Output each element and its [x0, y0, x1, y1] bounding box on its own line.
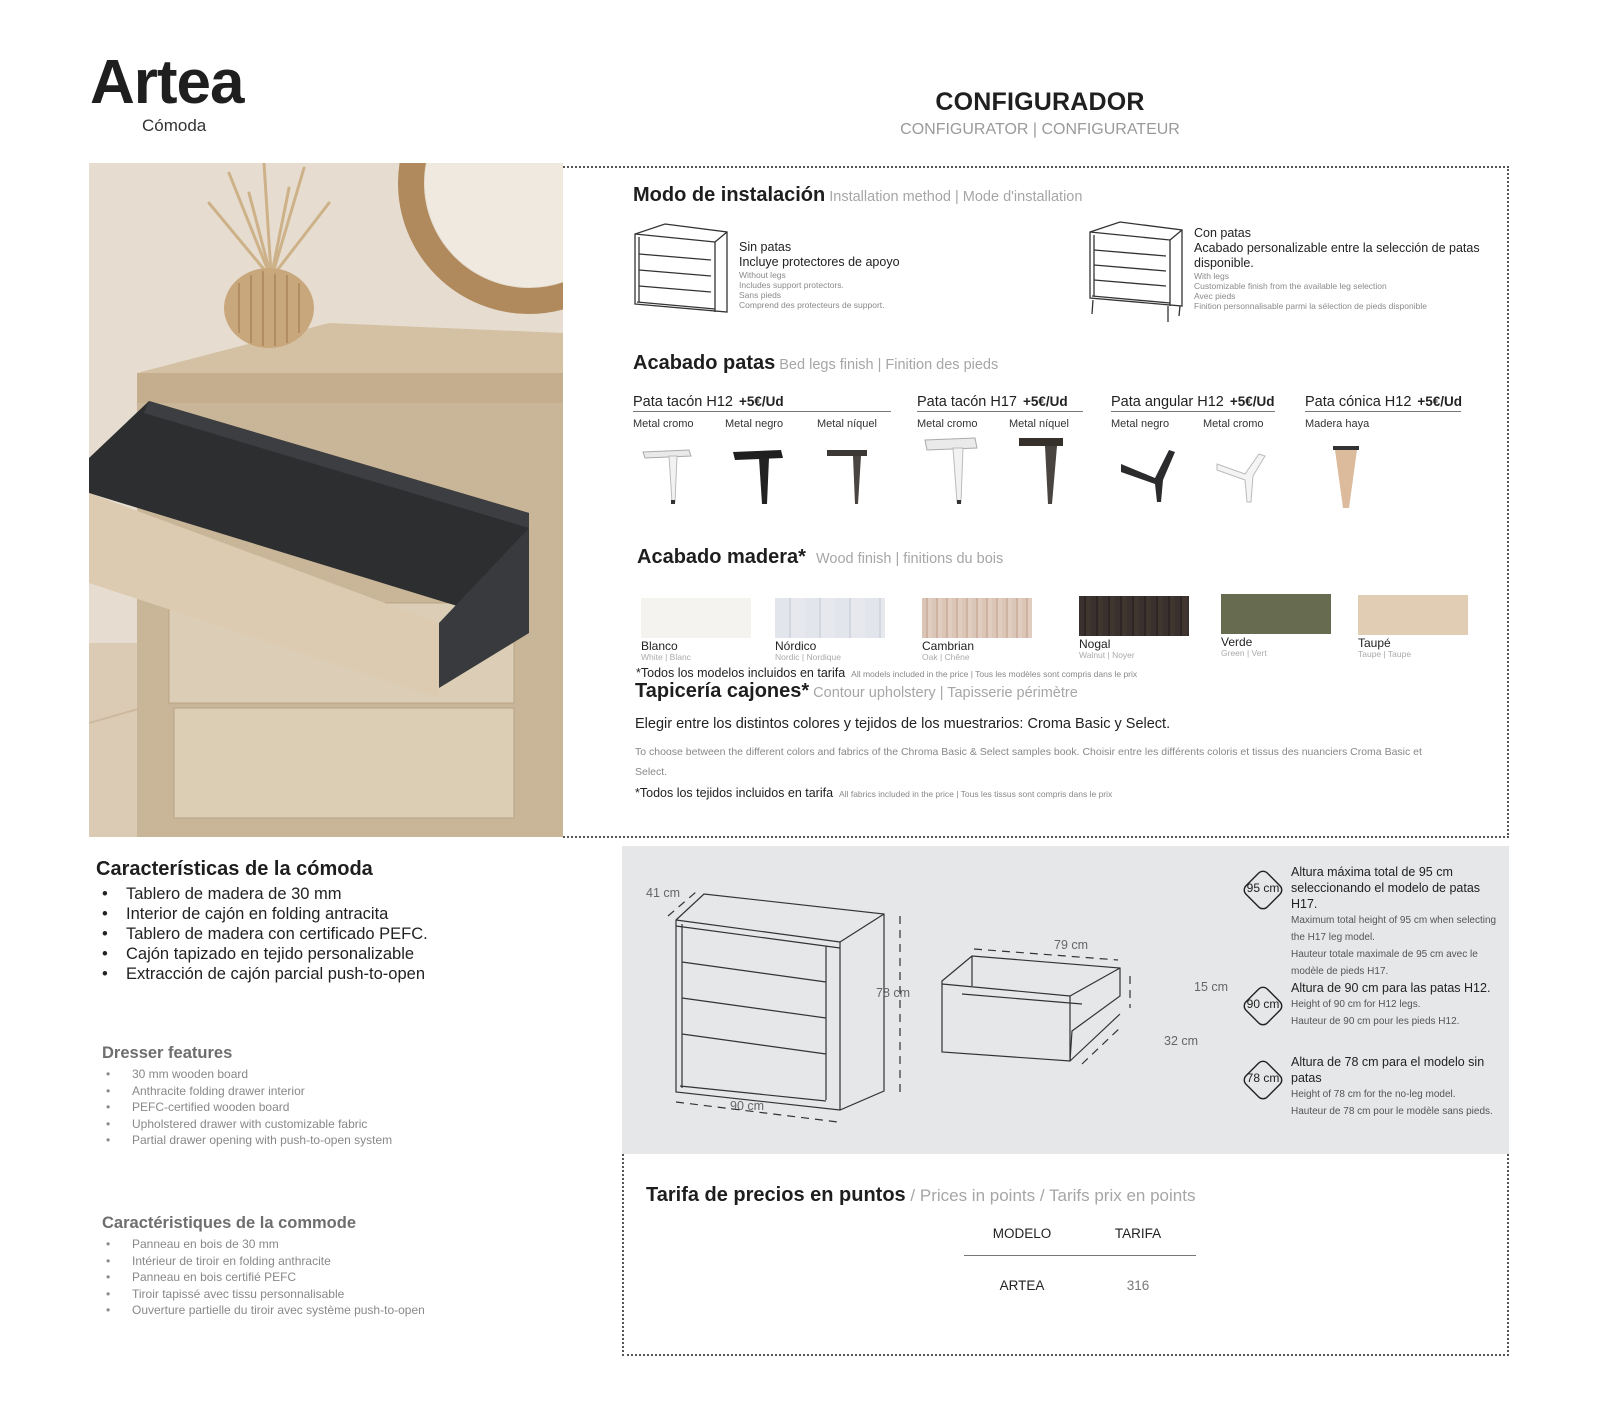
swatch-sub: White | Blanc [641, 652, 691, 662]
swatch-chip [775, 598, 885, 638]
leg-finish-label: Metal negro [1111, 418, 1170, 430]
install-option-without-legs[interactable] [633, 222, 900, 314]
height-info-es: Altura de 90 cm para las patas H12. [1291, 981, 1491, 995]
height-badge-label: 78 cm [1246, 1071, 1280, 1085]
install-option-fr-desc: Finition personnalisable parmi la sélection de pieds disponible [1194, 301, 1427, 311]
upholstery-title: Tapicería cajones* [635, 680, 810, 702]
leg-option[interactable] [633, 418, 725, 506]
height-info-78 [1237, 1054, 1502, 1120]
leg-group-conica-h12 [1305, 394, 1461, 510]
upholstery-note: *Todos los tejidos incluidos en tarifa [635, 786, 834, 800]
upholstery-desc-small: To choose between the different colors and fabrics of the Chroma Basic & Select samples book. Choisir entre les différents coloris et tissus des nuanciers Croma Basic et Select. [635, 746, 1422, 778]
dresser-with-legs-icon [1088, 220, 1184, 324]
feature-text: Tiroir tapissé avec tissu personnalisable [132, 1286, 345, 1301]
brand-title: Artea [90, 48, 244, 117]
height-info-en: Height of 78 cm for the no-leg model. [1291, 1089, 1456, 1100]
feature-item: • Ouverture partielle du tiroir avec système push-to-open [106, 1303, 425, 1317]
leg-group-tacon-h17 [917, 394, 1101, 506]
upholstery-price-note [635, 786, 1112, 800]
installation-section-title [633, 184, 1082, 207]
feature-item: • Panneau en bois de 30 mm [106, 1237, 279, 1251]
leg-group-name: Pata tacón H12 [633, 394, 733, 410]
install-option-desc: Incluye protectores de apoyo [739, 255, 900, 269]
feature-text: Panneau en bois certifié PEFC [132, 1270, 297, 1284]
feature-text: Tablero de madera con certificado PEFC. [126, 925, 428, 943]
swatch-name: Verde [1221, 635, 1253, 649]
dim-dresser-depth: 41 cm [646, 886, 681, 900]
leg-finish-label: Metal cromo [917, 418, 978, 430]
swatch-sub: Walnut | Noyer [1079, 650, 1135, 660]
swatch-sub: Taupe | Taupe [1358, 649, 1412, 659]
wood-swatch-verde[interactable] [1221, 594, 1331, 658]
swatch-name: Blanco [641, 639, 678, 653]
cell-model: ARTEA [999, 1278, 1045, 1293]
leg-finish-label: Metal cromo [1203, 418, 1264, 430]
leg-option[interactable] [725, 418, 817, 506]
dresser-no-legs-icon [633, 222, 729, 314]
height-badge-label: 95 cm [1246, 881, 1280, 895]
wood-title: Acabado madera* [637, 546, 806, 568]
leg-option[interactable] [1009, 418, 1101, 506]
features-en-title: Dresser features [102, 1044, 233, 1062]
pricing-panel [622, 1154, 1509, 1356]
height-info-fr: Hauteur de 90 cm pour les pieds H12. [1291, 1016, 1460, 1027]
brand-header [90, 48, 244, 136]
swatch-name: Nogal [1079, 637, 1111, 651]
install-option-fr-desc: Comprend des protecteurs de support. [739, 300, 885, 310]
leg-group-tacon-h12 [633, 394, 909, 506]
install-option-desc: Acabado personalizable entre la selección de patas disponible. [1194, 241, 1480, 270]
leg-option[interactable] [1203, 418, 1295, 506]
leg-group-price: +5€/Ud [738, 394, 784, 409]
wood-note: *Todos los modelos incluidos en tarifa [636, 666, 846, 680]
configurator-header [900, 88, 1180, 139]
legs-subtitle: Bed legs finish | Finition des pieds [779, 357, 999, 373]
swatch-chip [1358, 595, 1468, 635]
feature-item: • Tablero de madera de 30 mm [102, 885, 342, 903]
height-badge [1237, 864, 1289, 916]
feature-item: • PEFC-certified wooden board [106, 1100, 290, 1114]
leg-angular-chrome-icon [1209, 444, 1269, 506]
leg-black-icon [731, 444, 791, 506]
height-info-fr: Hauteur de 78 cm pour le modèle sans pieds. [1291, 1106, 1493, 1117]
swatch-chip [1221, 594, 1331, 634]
feature-text: Partial drawer opening with push-to-open system [132, 1133, 393, 1147]
height-info-es: Altura máxima total de 95 cm seleccionando el modelo de patas H17. [1291, 865, 1481, 911]
feature-item: • 30 mm wooden board [106, 1067, 249, 1081]
feature-text: Panneau en bois de 30 mm [132, 1237, 279, 1251]
leg-finish-label: Metal níquel [1009, 418, 1069, 430]
column-header-model: MODELO [964, 1226, 1080, 1256]
feature-text: Upholstered drawer with customizable fabric [132, 1116, 368, 1131]
swatch-sub: Oak | Chêne [922, 652, 970, 662]
pricing-title-es: Tarifa de precios en puntos [646, 1184, 906, 1206]
height-info-95 [1237, 864, 1502, 980]
leg-option[interactable] [917, 418, 1009, 506]
feature-text: PEFC-certified wooden board [132, 1100, 290, 1114]
leg-group-price: +5€/Ud [1417, 394, 1463, 409]
dim-drawer-depth: 32 cm [1164, 1034, 1199, 1048]
feature-item: • Anthracite folding drawer interior [106, 1083, 305, 1098]
upholstery-note-small: All fabrics included in the price | Tous les tissus sont compris dans le prix [839, 789, 1113, 799]
leg-nickel-icon [1015, 434, 1075, 506]
leg-group-header [917, 394, 1083, 412]
column-header-price: TARIFA [1080, 1226, 1196, 1256]
wood-price-note [636, 666, 1137, 680]
height-badge [1237, 980, 1289, 1032]
height-info-en: Height of 90 cm for H12 legs. [1291, 999, 1421, 1010]
configurator-panel [563, 166, 1509, 838]
feature-item: • Extracción de cajón parcial push-to-open [102, 965, 426, 983]
brand-subtitle: Cómoda [142, 116, 207, 135]
leg-group-price: +5€/Ud [1229, 394, 1275, 409]
swatch-name: Nórdico [775, 639, 817, 653]
features-en [102, 1044, 392, 1149]
dresser-photo-illustration [89, 163, 563, 837]
install-option-fr-name: Avec pieds [1194, 291, 1236, 301]
wood-swatch-blanco[interactable] [641, 598, 751, 662]
height-info-90 [1237, 980, 1502, 1032]
feature-item: • Interior de cajón en folding antracita [102, 905, 389, 923]
feature-text: Ouverture partielle du tiroir avec système push-to-open [132, 1303, 425, 1317]
swatch-name: Taupé [1358, 636, 1391, 650]
wood-section-title [637, 546, 1003, 569]
upholstery-section-title [635, 680, 1078, 703]
features-fr-title: Caractéristiques de la commode [102, 1214, 357, 1232]
features-es [96, 858, 428, 984]
feature-text: Interior de cajón en folding antracita [126, 905, 389, 923]
swatch-chip [922, 598, 1032, 638]
leg-chrome-icon [639, 444, 699, 506]
leg-group-price: +5€/Ud [1022, 394, 1068, 409]
pricing-table [964, 1226, 1196, 1293]
dimensions-diagram [622, 846, 1232, 1154]
configurator-subtitle: CONFIGURATOR | CONFIGURATEUR [900, 121, 1180, 138]
leg-group-name: Pata angular H12 [1111, 394, 1224, 410]
features-es-title: Características de la cómoda [96, 858, 373, 880]
leg-group-angular-h12 [1111, 394, 1295, 506]
height-badge [1237, 1054, 1289, 1106]
swatch-chip [641, 598, 751, 638]
feature-item: • Panneau en bois certifié PEFC [106, 1270, 297, 1284]
install-option-fr-name: Sans pieds [739, 290, 782, 300]
feature-item: • Cajón tapizado en tejido personalizable [102, 945, 415, 963]
dim-dresser-height: 78 cm [876, 986, 911, 1000]
pricing-title [646, 1184, 1195, 1207]
height-info-es: Altura de 78 cm para el modelo sin patas [1291, 1055, 1485, 1085]
leg-angular-black-icon [1117, 444, 1177, 506]
swatch-chip [1079, 596, 1189, 636]
leg-group-name: Pata cónica H12 [1305, 394, 1412, 410]
cell-price: 316 [1126, 1278, 1150, 1293]
product-photo [89, 163, 563, 837]
installation-title: Modo de instalación [633, 184, 826, 206]
upholstery-subtitle: Contour upholstery | Tapisserie périmètre [813, 685, 1078, 701]
leg-option[interactable] [817, 418, 909, 506]
swatch-name: Cambrian [922, 639, 975, 653]
wood-swatch-nogal[interactable] [1079, 596, 1189, 660]
leg-group-header [633, 394, 891, 412]
wood-swatch-cambrian[interactable] [922, 598, 1032, 662]
feature-item: • Tablero de madera con certificado PEFC. [102, 925, 428, 943]
leg-chrome-icon [923, 434, 983, 506]
leg-group-header [1305, 394, 1461, 412]
install-option-en-name: With legs [1194, 271, 1229, 281]
configurator-title: CONFIGURADOR [935, 88, 1145, 116]
install-option-en-desc: Includes support protectors. [739, 280, 844, 290]
height-badge-label: 90 cm [1246, 997, 1280, 1011]
leg-finish-label: Metal níquel [817, 418, 877, 430]
features-fr [102, 1214, 425, 1319]
feature-item: • Upholstered drawer with customizable fabric [106, 1116, 368, 1131]
feature-text: Cajón tapizado en tejido personalizable [126, 945, 415, 963]
feature-item: • Intérieur de tiroir en folding anthracite [106, 1253, 331, 1268]
feature-text: Anthracite folding drawer interior [132, 1083, 305, 1098]
leg-finish-label: Madera haya [1305, 418, 1370, 430]
swatch-sub: Green | Vert [1221, 648, 1267, 658]
height-info-en: Maximum total height of 95 cm when selecting the H17 leg model. [1291, 915, 1497, 943]
wood-subtitle: Wood finish | finitions du bois [815, 551, 1004, 567]
upholstery-desc: Elegir entre los distintos colores y tejidos de los muestrarios: Croma Basic y Select. [635, 716, 1171, 732]
feature-text: 30 mm wooden board [132, 1067, 249, 1081]
leg-finish-label: Metal cromo [633, 418, 694, 430]
install-option-en-name: Without legs [739, 270, 786, 280]
wood-swatch-nordico[interactable] [775, 598, 885, 662]
install-option-en-desc: Customizable finish from the available leg selection [1194, 281, 1387, 291]
dim-drawer-width: 79 cm [1054, 938, 1089, 952]
leg-option[interactable] [1111, 418, 1203, 506]
feature-item: • Partial drawer opening with push-to-open system [106, 1133, 393, 1147]
leg-nickel-icon [823, 444, 883, 506]
leg-conical-wood-icon [1311, 444, 1371, 510]
install-option-with-legs[interactable] [1088, 220, 1498, 324]
leg-finish-label: Metal negro [725, 418, 784, 430]
leg-group-name: Pata tacón H17 [917, 394, 1017, 410]
feature-item: • Tiroir tapissé avec tissu personnalisable [106, 1286, 345, 1301]
pricing-subtitle: / Prices in points / Tarifs prix en points [905, 1186, 1196, 1205]
leg-option[interactable] [1305, 418, 1397, 510]
feature-text: Intérieur de tiroir en folding anthracite [132, 1253, 331, 1268]
height-info-fr: Hauteur totale maximale de 95 cm avec le modèle de pieds H17. [1291, 949, 1478, 977]
table-row [964, 1256, 1196, 1294]
swatch-sub: Nordic | Nordique [775, 652, 841, 662]
wood-note-small: All models included in the price | Tous les modèles sont compris dans le prix [851, 669, 1138, 679]
dim-dresser-width: 90 cm [730, 1099, 765, 1113]
wood-swatch-taupe[interactable] [1358, 595, 1468, 659]
dimensions-panel [622, 846, 1509, 1154]
dim-drawer-height: 15 cm [1194, 980, 1229, 994]
feature-text: Tablero de madera de 30 mm [126, 885, 342, 903]
legs-section-title [633, 352, 998, 375]
legs-title: Acabado patas [633, 352, 776, 374]
leg-group-header [1111, 394, 1275, 412]
feature-text: Extracción de cajón parcial push-to-open [126, 965, 426, 983]
install-option-name: Sin patas [739, 240, 792, 254]
installation-subtitle: Installation method | Mode d'installation [829, 189, 1083, 205]
install-option-name: Con patas [1194, 226, 1251, 240]
